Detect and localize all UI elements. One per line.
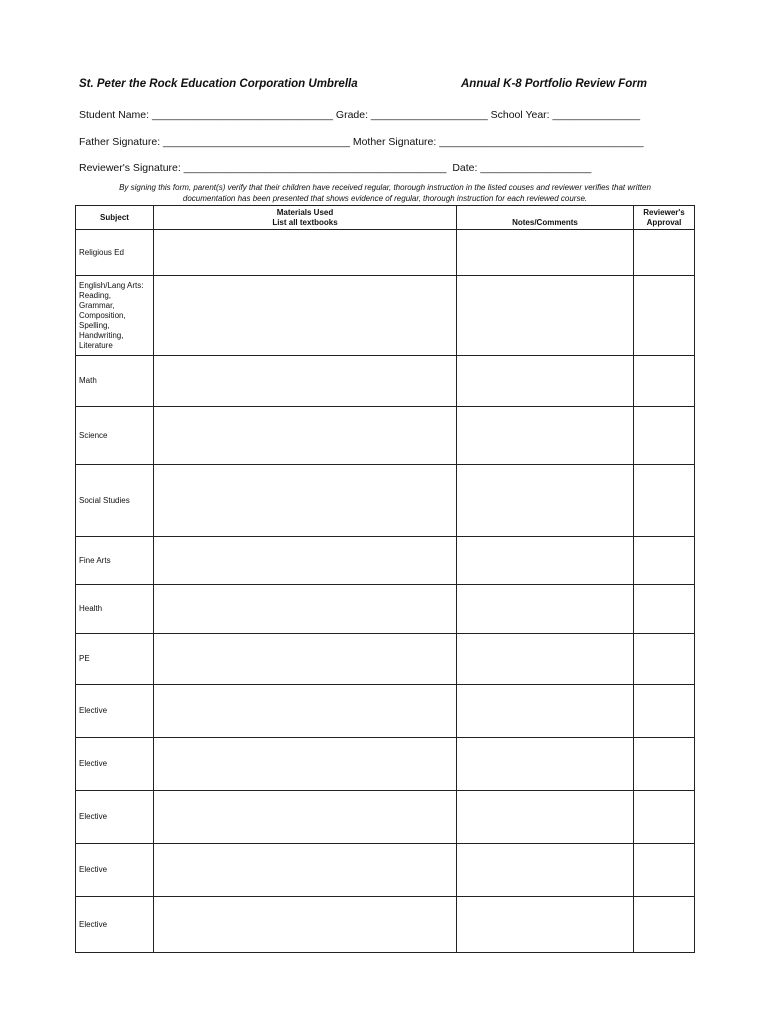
notes-cell[interactable] (457, 407, 634, 465)
materials-cell[interactable] (154, 897, 457, 953)
header-notes: Notes/Comments (457, 206, 634, 230)
notes-cell[interactable] (457, 791, 634, 844)
notes-cell[interactable] (457, 537, 634, 585)
statement-line-1: By signing this form, parent(s) verify that their children have received regular, thorough instruction in the listed couses and reviewer verifies that written (119, 183, 651, 192)
subject-label: Spelling, (79, 320, 110, 330)
table-row (76, 585, 695, 634)
subject-cell (76, 791, 154, 844)
table-body (76, 230, 695, 953)
table-row (76, 230, 695, 276)
subject-label: Handwriting, (79, 330, 124, 340)
subject-label: Religious Ed (79, 247, 124, 257)
approval-cell[interactable] (634, 537, 695, 585)
approval-cell[interactable] (634, 230, 695, 276)
subject-label: Social Studies (79, 495, 130, 505)
table-row (76, 685, 695, 738)
subject-table (75, 205, 695, 953)
subject-label: Elective (79, 759, 108, 768)
materials-cell[interactable] (154, 685, 457, 738)
subject-label: Grammar, (79, 300, 115, 310)
header-materials-line1: Materials Used (276, 207, 334, 217)
materials-cell[interactable] (154, 634, 457, 685)
subject-label: Elective (79, 812, 108, 821)
subject-label: Elective (79, 706, 108, 715)
notes-cell[interactable] (457, 230, 634, 276)
student-info-line[interactable]: Student Name: _______________________________ Grade: ____________________ School Year: _______________ (79, 109, 641, 121)
subject-label: Literature (79, 340, 113, 350)
header-approval-line1: Reviewer's (643, 207, 685, 217)
form-title: Annual K-8 Portfolio Review Form (461, 78, 647, 90)
approval-cell[interactable] (634, 465, 695, 537)
notes-cell[interactable] (457, 585, 634, 634)
notes-cell[interactable] (457, 465, 634, 537)
subject-label: Elective (79, 865, 108, 874)
subject-label: Fine Arts (79, 555, 111, 565)
subject-label: English/Lang Arts: (79, 280, 144, 290)
notes-cell[interactable] (457, 897, 634, 953)
subject-cell (76, 537, 154, 585)
table-header-row (76, 206, 695, 230)
subject-cell (76, 230, 154, 276)
header-approval (634, 206, 695, 230)
approval-cell[interactable] (634, 356, 695, 407)
notes-cell[interactable] (457, 685, 634, 738)
notes-cell[interactable] (457, 276, 634, 356)
approval-cell[interactable] (634, 897, 695, 953)
materials-cell[interactable] (154, 230, 457, 276)
notes-cell[interactable] (457, 356, 634, 407)
subject-cell (76, 407, 154, 465)
header-materials-line2: List all textbooks (272, 217, 338, 227)
subject-label: Elective (79, 919, 108, 929)
materials-cell[interactable] (154, 465, 457, 537)
statement-line-2: documentation has been presented that shows evidence of regular, thorough instruction for each reviewed course. (182, 193, 588, 203)
verification-statement (70, 183, 700, 204)
approval-cell[interactable] (634, 791, 695, 844)
approval-cell[interactable] (634, 685, 695, 738)
table-row (76, 537, 695, 585)
table-row (76, 738, 695, 791)
subject-cell (76, 465, 154, 537)
subject-label: Reading, (79, 290, 112, 300)
materials-cell[interactable] (154, 356, 457, 407)
materials-cell[interactable] (154, 844, 457, 897)
subject-label: PE (79, 654, 90, 663)
notes-cell[interactable] (457, 634, 634, 685)
reviewer-signature-line[interactable]: Reviewer's Signature: _____________________________________________ Date: ___________________ (79, 162, 592, 174)
table-row (76, 897, 695, 953)
subject-cell (76, 634, 154, 685)
materials-cell[interactable] (154, 738, 457, 791)
subject-cell (76, 738, 154, 791)
materials-cell[interactable] (154, 407, 457, 465)
header-approval-line2: Approval (646, 217, 682, 227)
table-row (76, 465, 695, 537)
table-row (76, 276, 695, 356)
subject-cell (76, 585, 154, 634)
subject-label: Health (79, 604, 103, 613)
approval-cell[interactable] (634, 738, 695, 791)
subject-cell (76, 685, 154, 738)
table-row (76, 844, 695, 897)
notes-cell[interactable] (457, 844, 634, 897)
approval-cell[interactable] (634, 634, 695, 685)
table-row (76, 356, 695, 407)
approval-cell[interactable] (634, 407, 695, 465)
subject-label: Math (79, 376, 97, 385)
approval-cell[interactable] (634, 844, 695, 897)
notes-cell[interactable] (457, 738, 634, 791)
approval-cell[interactable] (634, 585, 695, 634)
header-materials (154, 206, 457, 230)
subject-cell (76, 844, 154, 897)
materials-cell[interactable] (154, 276, 457, 356)
subject-cell (76, 897, 154, 953)
parent-signature-line[interactable]: Father Signature: ________________________________ Mother Signature: ___________________________________ (79, 136, 644, 148)
table-row (76, 407, 695, 465)
subject-label: Science (79, 430, 108, 440)
materials-cell[interactable] (154, 537, 457, 585)
table-row (76, 634, 695, 685)
subject-cell (76, 276, 154, 356)
subject-label: Composition, (79, 310, 126, 320)
approval-cell[interactable] (634, 276, 695, 356)
subject-cell (76, 356, 154, 407)
materials-cell[interactable] (154, 791, 457, 844)
header-subject: Subject (76, 206, 154, 230)
organization-title: St. Peter the Rock Education Corporation Umbrella (79, 78, 358, 90)
table-row (76, 791, 695, 844)
materials-cell[interactable] (154, 585, 457, 634)
